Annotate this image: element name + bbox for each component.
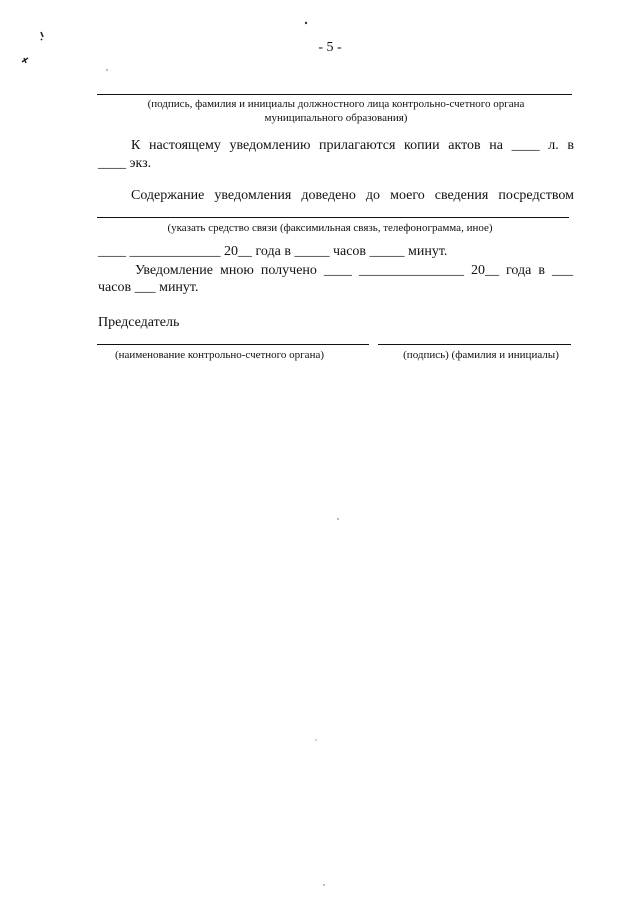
- speck-small-2: [337, 518, 338, 519]
- official-signature-caption: (подпись, фамилия и инициалы должностного лица контрольно-счетного органа муниципального образования): [147, 98, 525, 124]
- attachments-line-1: К настоящему уведомлению прилагаются копии актов на ____ л. в: [131, 138, 574, 153]
- speck-small-3: [315, 739, 316, 740]
- attachments-line-2: ____ экз.: [98, 156, 152, 171]
- chairman-org-caption: (наименование контрольно-счетного органа): [115, 349, 324, 361]
- communication-line-1: Содержание уведомления доведено до моего сведения посредством: [131, 188, 574, 203]
- chairman-sign-caption: (подпись) (фамилия и инициалы): [403, 349, 559, 361]
- communication-means-line: [97, 217, 569, 218]
- chairman-sign-line: [378, 344, 571, 345]
- speck-left-mark: [22, 58, 28, 63]
- page-number: - 5 -: [318, 40, 342, 55]
- communication-date-line: ____ _____________ 20__ года в _____ часов _____ минут.: [98, 244, 448, 259]
- chairman-org-line: [97, 344, 369, 345]
- communication-means-caption: (указать средство связи (факсимильная связь, телефонограмма, иное): [167, 222, 493, 234]
- official-signature-line: [97, 94, 572, 95]
- speck-top-center: [305, 22, 307, 24]
- speck-top-left: [41, 32, 43, 40]
- chairman-label: Председатель: [98, 315, 180, 330]
- speck-small-1: [106, 69, 107, 70]
- receipt-line-1: Уведомление мною получено ____ _______________ 20__ года в ___: [135, 263, 573, 278]
- receipt-line-2: часов ___ минут.: [98, 280, 199, 295]
- speck-small-4: [323, 884, 324, 885]
